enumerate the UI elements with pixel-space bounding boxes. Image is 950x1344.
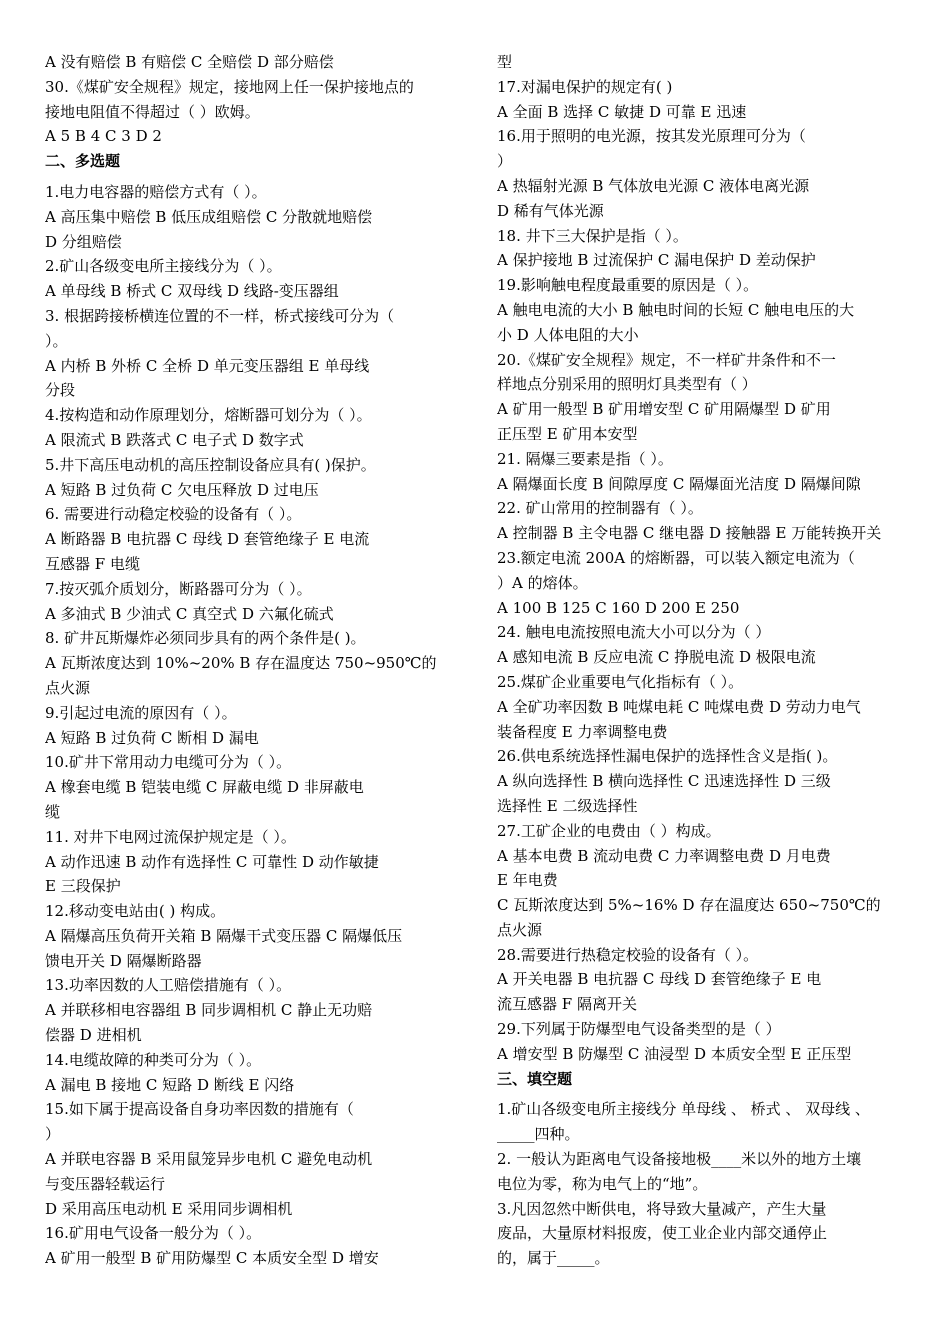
right-text-line: A 矿用一般型 B 矿用增安型 C 矿用隔爆型 D 矿用 <box>497 400 831 419</box>
right-text-line: A 热辐射光源 B 气体放电光源 C 液体电离光源 <box>497 176 810 195</box>
right-text-line: 26.供电系统选择性漏电保护的选择性含义是指( )。 <box>497 747 838 766</box>
left-text-line: 2.矿山各级变电所主接线分为（ ）。 <box>45 257 282 276</box>
left-text-line: 接地电阻值不得超过（ ）欧姆。 <box>45 102 260 121</box>
left-text-line: 6. 需要进行动稳定校验的设备有（ ）。 <box>45 505 302 524</box>
left-text-line: 8. 矿井瓦斯爆炸必须同步具有的两个条件是( )。 <box>45 629 366 648</box>
left-text-line: 16.矿用电气设备一般分为（ ）。 <box>45 1224 262 1243</box>
section-heading: 三、填空题 <box>497 1069 573 1088</box>
left-text-line: E 三段保护 <box>45 877 121 896</box>
left-text-line: A 橡套电缆 B 铠装电缆 C 屏蔽电缆 D 非屏蔽电 <box>45 778 364 797</box>
left-text-line: D 采用高压电动机 E 采用同步调相机 <box>45 1199 293 1218</box>
right-text-line: 废品，大量原材料报废，使工业企业内部交通停止 <box>497 1224 828 1243</box>
right-text-line: 2. 一般认为距离电气设备接地极____米以外的地方土壤 <box>497 1150 862 1169</box>
right-text-line: A 全面 B 选择 C 敏捷 D 可靠 E 迅速 <box>497 102 747 121</box>
left-text-line: A 隔爆高压负荷开关箱 B 隔爆干式变压器 C 隔爆低压 <box>45 926 403 945</box>
left-text-line: 3. 根据跨接桥横连位置的不一样，桥式接线可分为（ <box>45 306 395 325</box>
left-text-line: 7.按灭弧介质划分，断路器可分为（ ）。 <box>45 579 312 598</box>
right-text-line: 装备程度 E 力率调整电费 <box>497 722 668 741</box>
left-text-line: 9.引起过电流的原因有（ ）。 <box>45 703 237 722</box>
left-text-line: 4.按构造和动作原理划分，熔断器可划分为（ ）。 <box>45 406 372 425</box>
left-text-line: A 矿用一般型 B 矿用防爆型 C 本质安全型 D 增安 <box>45 1249 379 1268</box>
right-text-line: A 感知电流 B 反应电流 C 挣脱电流 D 极限电流 <box>497 648 816 667</box>
right-column <box>497 50 909 1271</box>
right-text-line: 型 <box>497 53 513 71</box>
left-text-line: A 限流式 B 跌落式 C 电子式 D 数字式 <box>45 430 304 449</box>
left-text-line: 缆 <box>45 802 61 821</box>
right-text-line: 18. 井下三大保护是指（ ）。 <box>497 226 688 245</box>
right-text-line: 点火源 <box>497 920 543 939</box>
left-text-line: A 并联移相电容器组 B 同步调相机 C 静止无功赔 <box>45 1001 373 1020</box>
left-text-line: A 瓦斯浓度达到 10%~20% B 存在温度达 750~950℃的 <box>45 654 437 673</box>
left-text-line: A 内桥 B 外桥 C 全桥 D 单元变压器组 E 单母线 <box>45 356 370 375</box>
left-text-line: A 短路 B 过负荷 C 欠电压释放 D 过电压 <box>45 480 319 499</box>
right-text-line: ）A 的熔体。 <box>497 573 588 592</box>
section-heading: 二、多选题 <box>45 152 121 171</box>
right-text-line: 21. 隔爆三要素是指（ ）。 <box>497 449 673 468</box>
right-text-line: 选择性 E 二级选择性 <box>497 796 638 815</box>
left-text-line: A 短路 B 过负荷 C 断相 D 漏电 <box>45 728 259 747</box>
right-text-line: 的，属于_____。 <box>497 1249 610 1268</box>
right-text-line: A 100 B 125 C 160 D 200 E 250 <box>497 598 740 617</box>
left-text-line: 1.电力电容器的赔偿方式有（ ）。 <box>45 182 267 201</box>
right-text-line: 1.矿山各级变电所主接线分 单母线 、 桥式 、 双母线 、 <box>497 1100 870 1119</box>
right-text-line: 24. 触电电流按照电流大小可以分为（ ） <box>497 623 771 642</box>
right-text-line: 29.下列属于防爆型电气设备类型的是（ ） <box>497 1020 781 1039</box>
right-text-line: ） <box>497 152 513 171</box>
left-text-line: 5.井下高压电动机的高压控制设备应具有( )保护。 <box>45 455 376 474</box>
right-text-line: D 稀有气体光源 <box>497 201 604 220</box>
right-text-line: 17.对漏电保护的规定有( ) <box>497 77 673 96</box>
right-text-line: 正压型 E 矿用本安型 <box>497 424 638 443</box>
right-text-line: 27.工矿企业的电费由（ ）构成。 <box>497 821 721 840</box>
right-text-line: 小 D 人体电阻的大小 <box>497 325 639 344</box>
left-text-line: 11. 对井下电网过流保护规定是（ ）。 <box>45 827 296 846</box>
right-text-line: C 瓦斯浓度达到 5%~16% D 存在温度达 650~750℃的 <box>497 896 881 915</box>
left-text-line: 13.功率因数的人工赔偿措施有（ ）。 <box>45 976 292 995</box>
left-text-line: 点火源 <box>45 678 91 697</box>
left-text-line: D 分组赔偿 <box>45 232 122 251</box>
right-text-line: A 纵向选择性 B 横向选择性 C 迅速选择性 D 三级 <box>497 772 831 791</box>
left-text-line: A 没有赔偿 B 有赔偿 C 全赔偿 D 部分赔偿 <box>45 53 334 71</box>
left-text-line: 10.矿井下常用动力电缆可分为（ ）。 <box>45 753 292 772</box>
left-text-line: 30.《煤矿安全规程》规定，接地网上任一保护接地点的 <box>45 77 414 96</box>
left-text-line: 15.如下属于提高设备自身功率因数的措施有（ <box>45 1100 354 1119</box>
left-text-line: 12.移动变电站由( ) 构成。 <box>45 902 226 921</box>
right-text-line: A 保护接地 B 过流保护 C 漏电保护 D 差动保护 <box>497 251 816 270</box>
left-text-line: 馈电开关 D 隔爆断路器 <box>45 951 202 970</box>
right-text-line: 25.煤矿企业重要电气化指标有（ ）。 <box>497 672 744 691</box>
left-column <box>45 50 463 1271</box>
left-text-line: 偿器 D 进相机 <box>45 1026 142 1045</box>
left-text-line: 与变压器轻载运行 <box>45 1174 166 1193</box>
left-text-line: A 5 B 4 C 3 D 2 <box>45 127 162 146</box>
left-text-line: 14.电缆故障的种类可分为（ ）。 <box>45 1050 262 1069</box>
right-text-line: 3.凡因忽然中断供电，将导致大量减产，产生大量 <box>497 1199 827 1218</box>
right-text-line: 19.影响触电程度最重要的原因是（ ）。 <box>497 276 759 295</box>
right-text-line: 流互感器 F 隔离开关 <box>497 995 637 1014</box>
left-text-line: 互感器 F 电缆 <box>45 554 140 573</box>
right-text-line: A 隔爆面长度 B 间隙厚度 C 隔爆面光洁度 D 隔爆间隙 <box>497 474 861 493</box>
right-text-line: 20.《煤矿安全规程》规定，不一样矿井条件和不一 <box>497 350 836 369</box>
right-text-line: 23.额定电流 200A 的熔断器，可以装入额定电流为（ <box>497 548 855 567</box>
right-text-line: A 开关电器 B 电抗器 C 母线 D 套管绝缘子 E 电 <box>497 970 822 989</box>
right-text-line: _____四种。 <box>497 1125 580 1144</box>
left-text-line: A 高压集中赔偿 B 低压成组赔偿 C 分散就地赔偿 <box>45 207 373 226</box>
right-text-line: A 控制器 B 主令电器 C 继电器 D 接触器 E 万能转换开关 <box>497 524 882 543</box>
left-text-line: A 断路器 B 电抗器 C 母线 D 套管绝缘子 E 电流 <box>45 530 370 549</box>
right-text-line: A 增安型 B 防爆型 C 油浸型 D 本质安全型 E 正压型 <box>497 1044 852 1063</box>
right-text-line: 16.用于照明的电光源，按其发光原理可分为（ <box>497 127 806 146</box>
left-text-line: A 并联电容器 B 采用鼠笼异步电机 C 避免电动机 <box>45 1150 373 1169</box>
right-text-line: A 触电电流的大小 B 触电时间的长短 C 触电电压的大 <box>497 300 855 319</box>
left-text-line: A 漏电 B 接地 C 短路 D 断线 E 闪络 <box>45 1075 295 1094</box>
right-text-line: A 基本电费 B 流动电费 C 力率调整电费 D 月电费 <box>497 846 831 865</box>
right-text-line: A 全矿功率因数 B 吨煤电耗 C 吨煤电费 D 劳动力电气 <box>497 697 861 716</box>
left-text-line: ） <box>45 1125 61 1144</box>
left-text-line: A 单母线 B 桥式 C 双母线 D 线路-变压器组 <box>45 282 339 301</box>
left-text-line: 分段 <box>45 381 76 400</box>
right-text-line: 22. 矿山常用的控制器有（ ）。 <box>497 499 703 518</box>
right-text-line: 电位为零，称为电气上的“地”。 <box>497 1174 708 1193</box>
left-text-line: A 动作迅速 B 动作有选择性 C 可靠性 D 动作敏捷 <box>45 852 379 871</box>
right-text-line: 样地点分别采用的照明灯具类型有（ ） <box>497 375 757 394</box>
left-text-line: ）。 <box>45 331 68 350</box>
left-text-line: A 多油式 B 少油式 C 真空式 D 六氟化硫式 <box>45 604 334 623</box>
right-text-line: E 年电费 <box>497 871 558 890</box>
right-text-line: 28.需要进行热稳定校验的设备有（ ）。 <box>497 945 759 964</box>
